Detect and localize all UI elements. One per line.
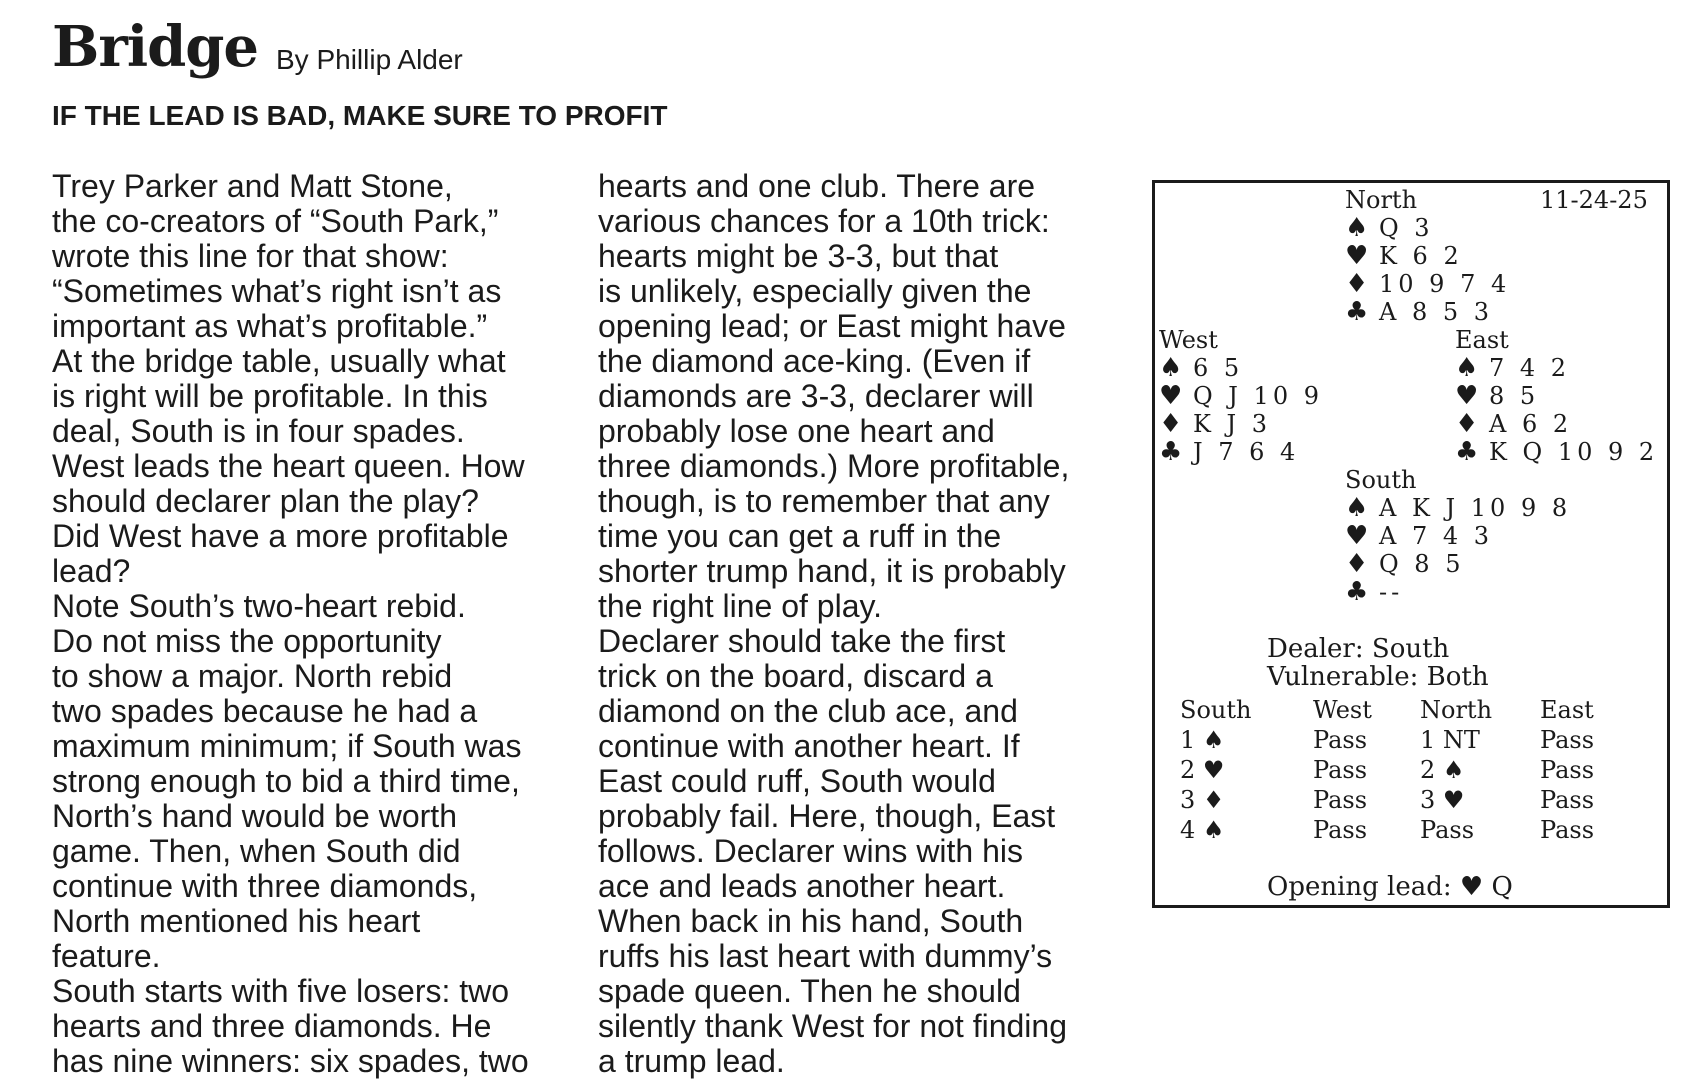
article-column-2: [598, 169, 1118, 1079]
north-hearts: ♥ K 6 2: [1345, 241, 1463, 271]
east-clubs: ♣ K Q 10 9 2: [1455, 437, 1659, 467]
spade-icon: ♠: [1455, 353, 1479, 383]
auction-bid: Pass: [1313, 816, 1368, 844]
text-line: hearts and one club. There are: [598, 168, 1036, 204]
deal-date: 11-24-25: [1540, 186, 1648, 214]
text-line: game. Then, when South did: [52, 833, 461, 869]
text-line: has nine winners: six spades, two: [52, 1043, 529, 1079]
text-line: should declarer plan the play?: [52, 483, 479, 519]
text-line: Trey Parker and Matt Stone,: [52, 168, 453, 204]
text-line: West leads the heart queen. How: [52, 448, 525, 484]
text-line: hearts might be 3-3, but that: [598, 238, 999, 274]
auction-header-west: West: [1313, 696, 1372, 724]
text-line: Do not miss the opportunity: [52, 623, 442, 659]
diamond-icon: ♦: [1345, 549, 1369, 579]
club-icon: ♣: [1345, 297, 1369, 327]
text-line: Declarer should take the first: [598, 623, 1006, 659]
text-line: probably fail. Here, though, East: [598, 798, 1056, 834]
text-line: is right will be profitable. In this: [52, 378, 488, 414]
diamond-icon: ♦: [1345, 269, 1369, 299]
auction-header-south: South: [1180, 696, 1252, 724]
text-line: the co-creators of “South Park,”: [52, 203, 499, 239]
text-line: maximum minimum; if South was: [52, 728, 522, 764]
spade-icon: ♠: [1345, 493, 1369, 523]
text-line: trick on the board, discard a: [598, 658, 993, 694]
south-diamonds: ♦ Q 8 5: [1345, 549, 1465, 579]
heart-icon: ♥: [1345, 521, 1369, 551]
auction-bid: 2 ♥: [1180, 756, 1225, 784]
text-line: three diamonds.) More profitable,: [598, 448, 1070, 484]
south-spades: ♠ A K J 10 9 8: [1345, 493, 1572, 523]
north-label: North: [1345, 186, 1418, 214]
text-line: North mentioned his heart: [52, 903, 421, 939]
text-line: Note South’s two-heart rebid.: [52, 588, 466, 624]
diamond-icon: ♦: [1159, 409, 1183, 439]
auction-header-north: North: [1420, 696, 1493, 724]
auction-bid: Pass: [1540, 756, 1595, 784]
text-line: hearts and three diamonds. He: [52, 1008, 492, 1044]
west-label: West: [1159, 326, 1218, 354]
auction-bid: Pass: [1420, 816, 1475, 844]
opening-lead: Opening lead: ♥ Q: [1267, 872, 1513, 902]
text-line: follows. Declarer wins with his: [598, 833, 1024, 869]
text-line: opening lead; or East might have: [598, 308, 1066, 344]
club-icon: ♣: [1455, 437, 1479, 467]
auction-bid: 1 ♠: [1180, 726, 1225, 754]
text-line: time you can get a ruff in the: [598, 518, 1002, 554]
auction-bid: 1 NT: [1420, 726, 1480, 754]
column-title: Bridge: [52, 14, 259, 80]
west-spades: ♠ 6 5: [1159, 353, 1244, 383]
heart-icon: ♥: [1455, 381, 1479, 411]
headline: IF THE LEAD IS BAD, MAKE SURE TO PROFIT: [52, 100, 668, 131]
auction-bid: Pass: [1313, 726, 1368, 754]
text-line: though, is to remember that any: [598, 483, 1050, 519]
dealer: Dealer: South: [1267, 634, 1450, 664]
south-hearts: ♥ A 7 4 3: [1345, 521, 1494, 551]
diamond-icon: ♦: [1455, 409, 1479, 439]
text-line: Did West have a more profitable: [52, 518, 509, 554]
text-line: continue with three diamonds,: [52, 868, 478, 904]
north-clubs: ♣ A 8 5 3: [1345, 297, 1494, 327]
auction-bid: Pass: [1313, 756, 1368, 784]
byline: By Phillip Alder: [276, 44, 463, 75]
club-icon: ♣: [1159, 437, 1183, 467]
text-line: wrote this line for that show:: [52, 238, 449, 274]
vulnerability: Vulnerable: Both: [1267, 662, 1489, 692]
spade-icon: ♠: [1159, 353, 1183, 383]
text-line: At the bridge table, usually what: [52, 343, 506, 379]
east-spades: ♠ 7 4 2: [1455, 353, 1571, 383]
north-spades: ♠ Q 3: [1345, 213, 1434, 243]
auction-bid: 4 ♠: [1180, 816, 1225, 844]
text-line: East could ruff, South would: [598, 763, 996, 799]
auction-bid: Pass: [1540, 726, 1595, 754]
text-line: diamond on the club ace, and: [598, 693, 1018, 729]
auction-bid: 2 ♠: [1420, 756, 1465, 784]
text-line: important as what’s profitable.”: [52, 308, 488, 344]
text-line: “Sometimes what’s right isn’t as: [52, 273, 502, 309]
auction-header-east: East: [1540, 696, 1594, 724]
heart-icon: ♥: [1159, 381, 1183, 411]
auction-bid: 3 ♦: [1180, 786, 1225, 814]
west-hearts: ♥ Q J 10 9: [1159, 381, 1323, 411]
text-line: ruffs his last heart with dummy’s: [598, 938, 1053, 974]
article-column-1: [52, 169, 592, 1079]
text-line: lead?: [52, 553, 131, 589]
text-line: ace and leads another heart.: [598, 868, 1006, 904]
text-line: strong enough to bid a third time,: [52, 763, 520, 799]
text-line: is unlikely, especially given the: [598, 273, 1032, 309]
east-hearts: ♥ 8 5: [1455, 381, 1540, 411]
west-diamonds: ♦ K J 3: [1159, 409, 1272, 439]
deal-diagram: [1152, 180, 1670, 908]
heart-icon: ♥: [1345, 241, 1369, 271]
text-line: probably lose one heart and: [598, 413, 995, 449]
text-line: to show a major. North rebid: [52, 658, 453, 694]
text-line: deal, South is in four spades.: [52, 413, 465, 449]
south-clubs: ♣ --: [1345, 577, 1404, 607]
auction-bid: Pass: [1313, 786, 1368, 814]
auction-bid: 3 ♥: [1420, 786, 1465, 814]
text-line: South starts with five losers: two: [52, 973, 510, 1009]
east-diamonds: ♦ A 6 2: [1455, 409, 1573, 439]
club-icon: ♣: [1345, 577, 1369, 607]
text-line: feature.: [52, 938, 161, 974]
text-line: two spades because he had a: [52, 693, 478, 729]
north-diamonds: ♦ 10 9 7 4: [1345, 269, 1511, 299]
text-line: various chances for a 10th trick:: [598, 203, 1050, 239]
auction-bid: Pass: [1540, 816, 1595, 844]
spade-icon: ♠: [1345, 213, 1369, 243]
text-line: shorter trump hand, it is probably: [598, 553, 1066, 589]
text-line: diamonds are 3-3, declarer will: [598, 378, 1034, 414]
text-line: When back in his hand, South: [598, 903, 1024, 939]
text-line: North’s hand would be worth: [52, 798, 457, 834]
text-line: continue with another heart. If: [598, 728, 1020, 764]
east-label: East: [1455, 326, 1509, 354]
text-line: spade queen. Then he should: [598, 973, 1021, 1009]
text-line: the diamond ace-king. (Even if: [598, 343, 1031, 379]
text-line: a trump lead.: [598, 1043, 785, 1079]
auction-bid: Pass: [1540, 786, 1595, 814]
text-line: silently thank West for not finding: [598, 1008, 1067, 1044]
south-label: South: [1345, 466, 1417, 494]
west-clubs: ♣ J 7 6 4: [1159, 437, 1300, 467]
text-line: the right line of play.: [598, 588, 883, 624]
